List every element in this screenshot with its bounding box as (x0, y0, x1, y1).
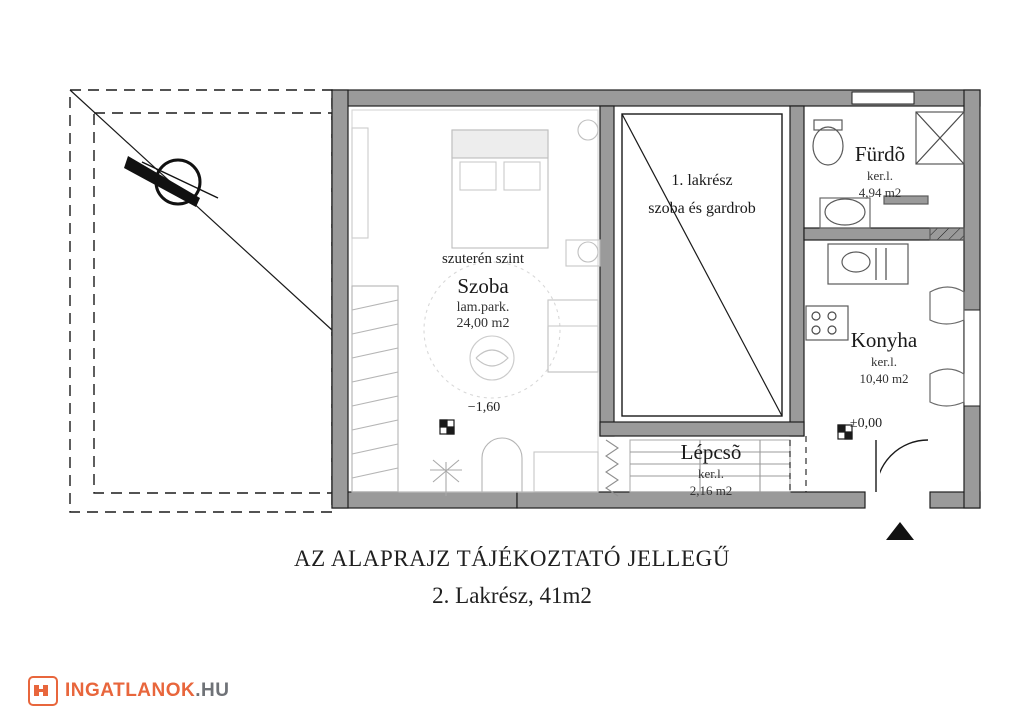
watermark-text (65, 680, 229, 702)
left-area-diagonal (70, 90, 332, 330)
unit1-annotation-line1: 1. lakrész (671, 172, 733, 189)
entry-marker (886, 522, 914, 540)
house-logo-icon (28, 676, 58, 706)
lepcso-area: 2,16 m2 (689, 483, 733, 498)
watermark-tld: .HU (195, 680, 230, 701)
unit1-room (622, 114, 782, 416)
lepcso-room-name: Lépcsõ (680, 440, 742, 464)
furdo-room-name: Fürdõ (854, 142, 906, 166)
szoba-level-note: szuterén szint (441, 251, 525, 267)
entry-door (872, 440, 928, 492)
furdo-finish: ker.l. (867, 168, 893, 183)
konyha-room-name: Konyha (850, 328, 918, 352)
plan-caption-main: AZ ALAPRAJZ TÁJÉKOZTATÓ JELLEGŰ (293, 546, 731, 571)
diagonal-symbol (124, 156, 218, 207)
konyha-finish: ker.l. (871, 354, 897, 369)
konyha-area: 10,40 m2 (859, 371, 909, 386)
dashed-outline-left (70, 90, 332, 512)
szoba-elevation: −1,60 (467, 400, 501, 415)
szoba-area: 24,00 m2 (456, 316, 510, 331)
konyha-elevation: ±0,00 (849, 416, 883, 431)
lepcso-finish: ker.l. (698, 466, 724, 481)
furdo-area: 4,94 m2 (858, 185, 902, 200)
watermark-brand: INGATLANOK (65, 680, 196, 701)
plan-caption-sub: 2. Lakrész, 41m2 (432, 583, 592, 608)
watermark (28, 676, 229, 706)
szoba-finish: lam.park. (456, 300, 510, 315)
unit1-annotation-line2: szoba és gardrob (648, 200, 756, 217)
szoba-room-name: Szoba (457, 274, 509, 298)
